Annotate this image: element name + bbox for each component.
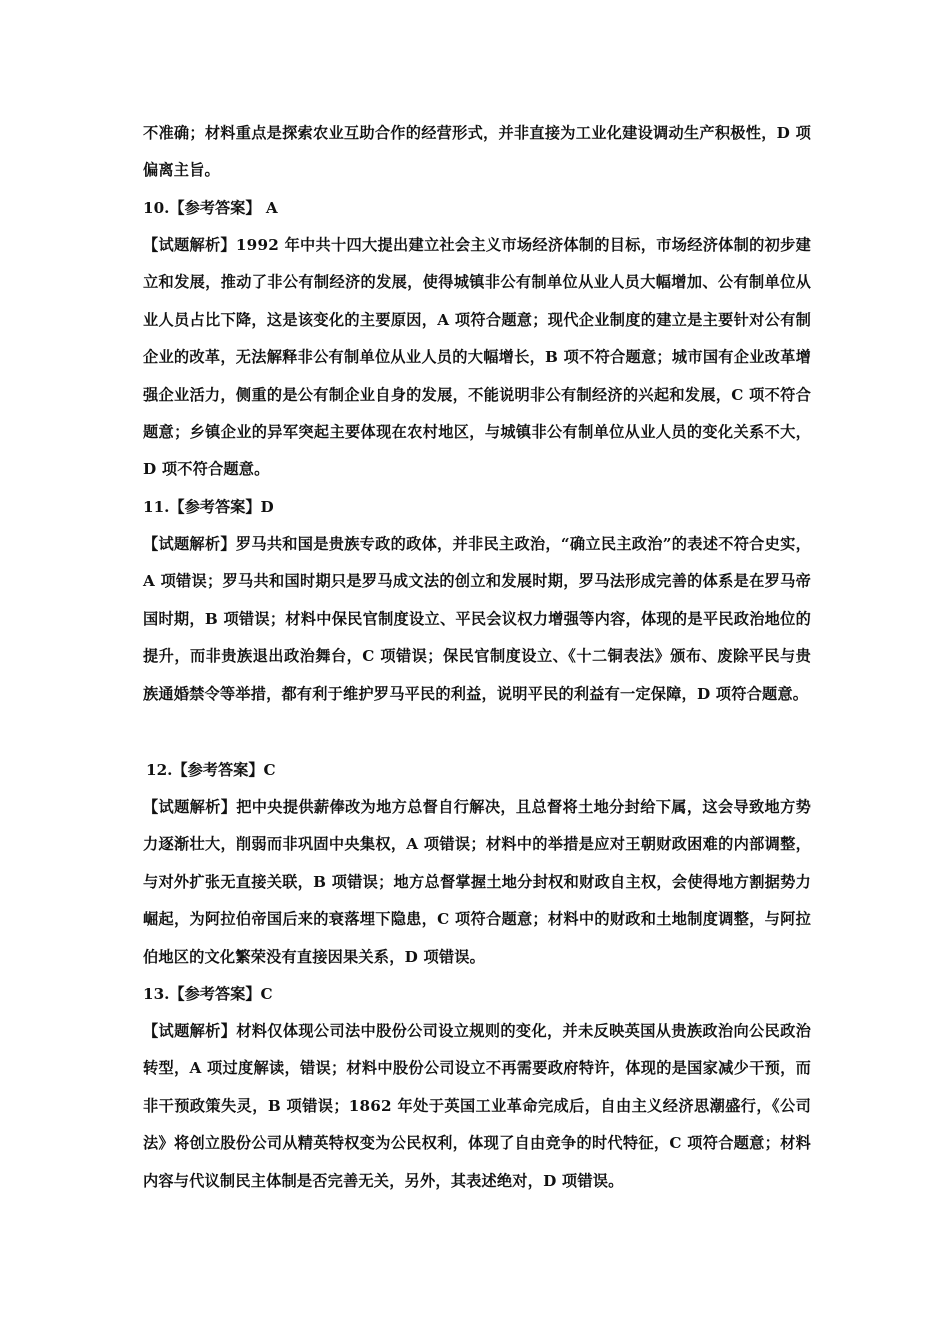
answer-heading-13: 13.【参考答案】C <box>143 985 273 1003</box>
analysis-paragraph-10: 【试题解析】1992 年中共十四大提出建立社会主义市场经济体制的目标，市场经济体制的初步建立和发展，推动了非公有制经济的发展，使得城镇非公有制单位从业人员大幅增加、公有制单位从业人员占比下降，这是该变化的主要原因，A 项符合题意；现代企业制度的建立是主要针对公有制企业的改革，无法解释非公有制单位从业人员的大幅增长，B 项不符合题意；城市国有企业改革增强企业活力，侧重的是公有制企业自身的发展，不能说明非公有制经济的兴起和发展，C 项不符合题意；乡镇企业的异军突起主要体现在农村地区，与城镇非公有制单位从业人员的变化关系不大，D 项不符合题意。 <box>143 236 811 479</box>
answer-heading-12: 12.【参考答案】C <box>146 761 276 779</box>
analysis-paragraph-12: 【试题解析】把中央提供薪俸改为地方总督自行解决，且总督将土地分封给下属，这会导致地方势力逐渐壮大，削弱而非巩固中央集权，A 项错误；材料中的举措是应对王朝财政困难的内部调整，与对外扩张无直接关联，B 项错误；地方总督掌握土地分封权和财政自主权，会使得地方割据势力崛起，为阿拉伯帝国后来的衰落埋下隐患，C 项符合题意；材料中的财政和土地制度调整，与阿拉伯地区的文化繁荣没有直接因果关系，D 项错误。 <box>143 798 811 966</box>
answer-heading-11: 11.【参考答案】D <box>143 498 274 516</box>
analysis-paragraph-13: 【试题解析】材料仅体现公司法中股份公司设立规则的变化，并未反映英国从贵族政治向公民政治转型，A 项过度解读，错误；材料中股份公司设立不再需要政府特许，体现的是国家减少干预，而非干预政策失灵，B 项错误；1862 年处于英国工业革命完成后，自由主义经济思潮盛行，《公司法》将创立股份公司从精英特权变为公民权利，体现了自由竞争的时代特征，C 项符合题意；材料内容与代议制民主体制是否完善无关，另外，其表述绝对，D 项错误。 <box>143 1022 811 1190</box>
answer-heading-10: 10.【参考答案】 A <box>143 199 278 217</box>
intro-paragraph: 不准确；材料重点是探索农业互助合作的经营形式，并非直接为工业化建设调动生产积极性，D 项偏离主旨。 <box>143 124 811 180</box>
analysis-paragraph-11: 【试题解析】罗马共和国是贵族专政的政体，并非民主政治，“确立民主政治”的表述不符合史实，A 项错误；罗马共和国时期只是罗马成文法的创立和发展时期，罗马法形成完善的体系是在罗马帝国时期，B 项错误；材料中保民官制度设立、平民会议权力增强等内容，体现的是平民政治地位的提升，而非贵族退出政治舞台，C 项错误；保民官制度设立、《十二铜表法》颁布、废除平民与贵族通婚禁令等举措，都有利于维护罗马平民的利益，说明平民的利益有一定保障，D 项符合题意。 <box>143 535 811 703</box>
